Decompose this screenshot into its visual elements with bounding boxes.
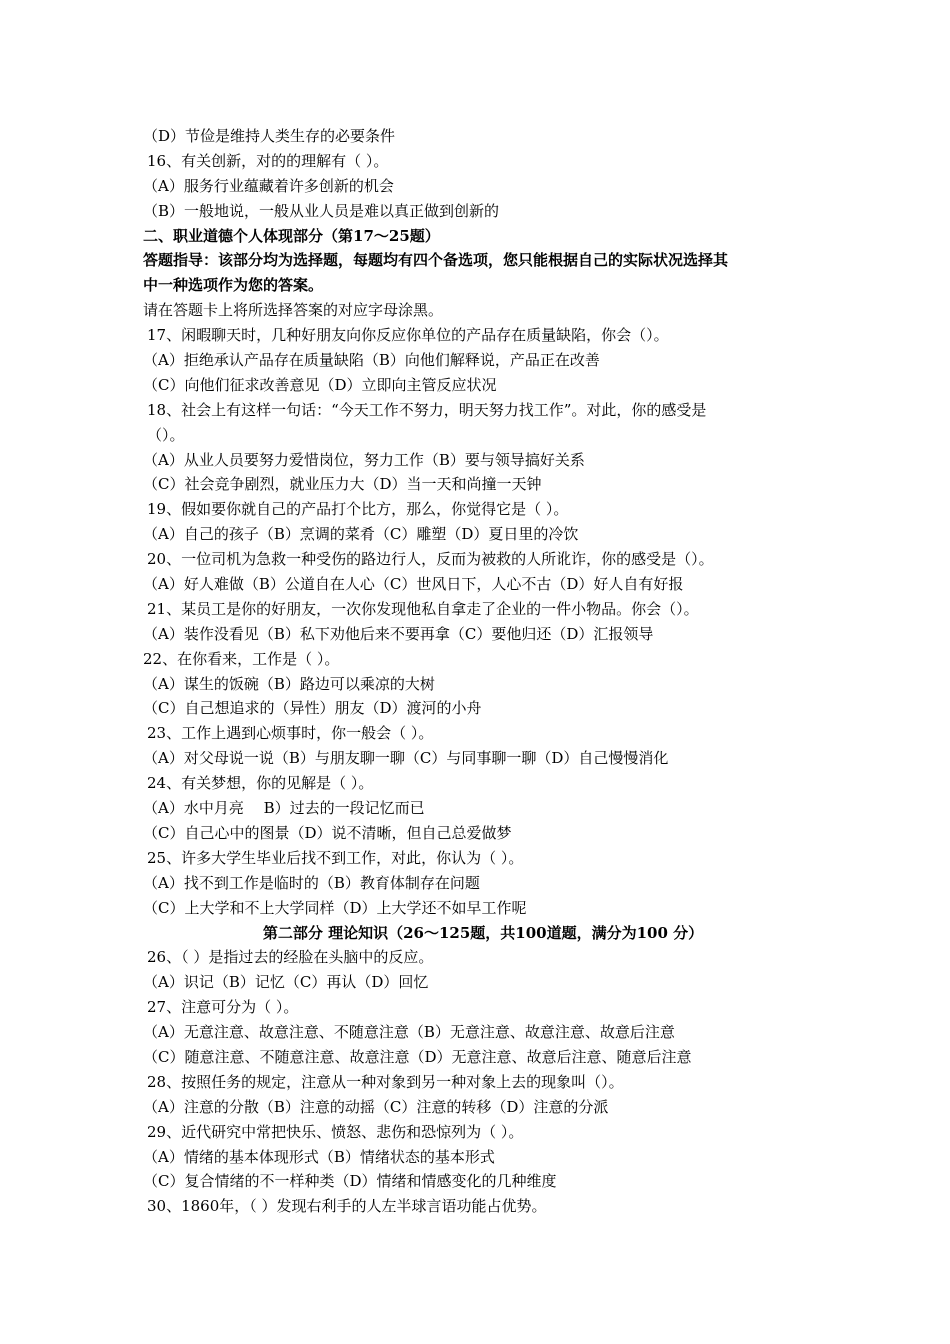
option-line: （C）自己想追求的（异性）朋友（D）渡河的小舟: [143, 699, 482, 718]
question-line: 26、（ ）是指过去的经脸在头脑中的反应。: [147, 948, 434, 967]
option-line: （C）复合情绪的不一样种类（D）情绪和情感变化的几种维度: [143, 1172, 557, 1191]
instruction-line: 中一种选项作为您的答案。: [143, 276, 324, 295]
option-line: （C）社会竞争剧烈，就业压力大（D）当一天和尚撞一天钟: [143, 475, 542, 494]
option-line: （C）随意注意、不随意注意、故意注意（D）无意注意、故意后注意、随意后注意: [143, 1047, 692, 1066]
question-line: 25、许多大学生毕业后找不到工作，对此，你认为（ ）。: [147, 848, 524, 867]
question-line: 29、近代研究中常把快乐、愤怒、悲伤和恐惊列为（ ）。: [147, 1122, 524, 1141]
question-line: 20、一位司机为急救一种受伤的路边行人，反而为被救的人所讹诈，你的感受是（）。: [147, 550, 714, 569]
question-line: 23、工作上遇到心烦事时，你一般会（ ）。: [147, 724, 434, 743]
option-line: （A）注意的分散（B）注意的动摇（C）注意的转移（D）注意的分派: [143, 1097, 609, 1116]
option-line: （D）节俭是维持人类生存的必要条件: [143, 127, 396, 145]
question-line: 27、注意可分为（ ）。: [147, 998, 299, 1017]
part-heading: 第二部分 理论知识（26～125题，共100道题，满分为100 分）: [262, 923, 704, 942]
option-line: （A）情绪的基本体现形式（B）情绪状态的基本形式: [143, 1147, 495, 1166]
option-line: （A）无意注意、故意注意、不随意注意（B）无意注意、故意注意、故意后注意: [143, 1023, 675, 1042]
option-line: （A）装作没看见（B）私下劝他后来不要再拿（C）要他归还（D）汇报领导: [143, 624, 654, 643]
option-line: （A）服务行业蕴藏着许多创新的机会: [143, 176, 394, 195]
option-line: （A）识记（B）记忆（C）再认（D）回忆: [143, 973, 429, 992]
option-line: （A）对父母说一说（B）与朋友聊一聊（C）与同事聊一聊（D）自己慢慢消化: [143, 749, 669, 768]
question-line: （）。: [147, 425, 185, 444]
option-line: （A）水中月亮 B）过去的一段记忆而已: [143, 799, 425, 818]
option-line: （A）拒绝承认产品存在质量缺陷（B）向他们解释说，产品正在改善: [143, 351, 600, 370]
option-line: （C）向他们征求改善意见（D）立即向主管反应状况: [143, 375, 497, 394]
question-line: 16、有关创新，对的的理解有（ ）。: [147, 151, 389, 170]
question-line: 30、1860年，（ ）发现右利手的人左半球言语功能占优势。: [147, 1197, 547, 1216]
question-line: 22、在你看来，工作是（ ）。: [143, 649, 340, 668]
question-line: 28、按照任务的规定，注意从一种对象到另一种对象上去的现象叫（）。: [147, 1072, 624, 1091]
option-line: （C）自己心中的图景（D）说不清晰，但自己总爱做梦: [143, 823, 512, 842]
question-line: 21、某员工是你的好朋友，一次你发现他私自拿走了企业的一件小物品。你会（）。: [147, 599, 699, 618]
instruction-line: 答题指导：该部分均为选择题，每题均有四个备选项，您只能根据自己的实际状况选择其: [143, 251, 729, 270]
option-line: （A）自己的孩子（B）烹调的菜肴（C）雕塑（D）夏日里的冷饮: [143, 525, 579, 544]
question-line: 17、闲暇聊天时，几种好朋友向你反应你单位的产品存在质量缺陷，你会（）。: [147, 326, 669, 345]
instruction-line: 请在答题卡上将所选择答案的对应字母涂黑。: [143, 301, 444, 320]
question-line: 18、社会上有这样一句话：“今天工作不努力，明天努力找工作”。对此，你的感受是: [147, 400, 707, 419]
document-body: [143, 124, 823, 1219]
option-line: （A）好人难做（B）公道自在人心（C）世风日下，人心不古（D）好人自有好报: [143, 575, 684, 594]
question-line: 19、假如要你就自己的产品打个比方，那么，你觉得它是（ ）。: [147, 500, 569, 519]
option-line: （A）找不到工作是临时的（B）教育体制存在问题: [143, 873, 480, 892]
option-line: （A）从业人员要努力爱惜岗位，努力工作（B）要与领导搞好关系: [143, 450, 585, 469]
option-line: （A）谋生的饭碗（B）路边可以乘凉的大树: [143, 674, 435, 693]
question-line: 24、有关梦想，你的见解是（ ）。: [147, 774, 374, 793]
option-line: （B）一般地说，一般从业人员是难以真正做到创新的: [143, 201, 500, 220]
section-heading: 二、职业道德个人体现部分（第17～25题）: [143, 226, 440, 245]
option-line: （C）上大学和不上大学同样（D）上大学还不如早工作呢: [143, 898, 527, 917]
